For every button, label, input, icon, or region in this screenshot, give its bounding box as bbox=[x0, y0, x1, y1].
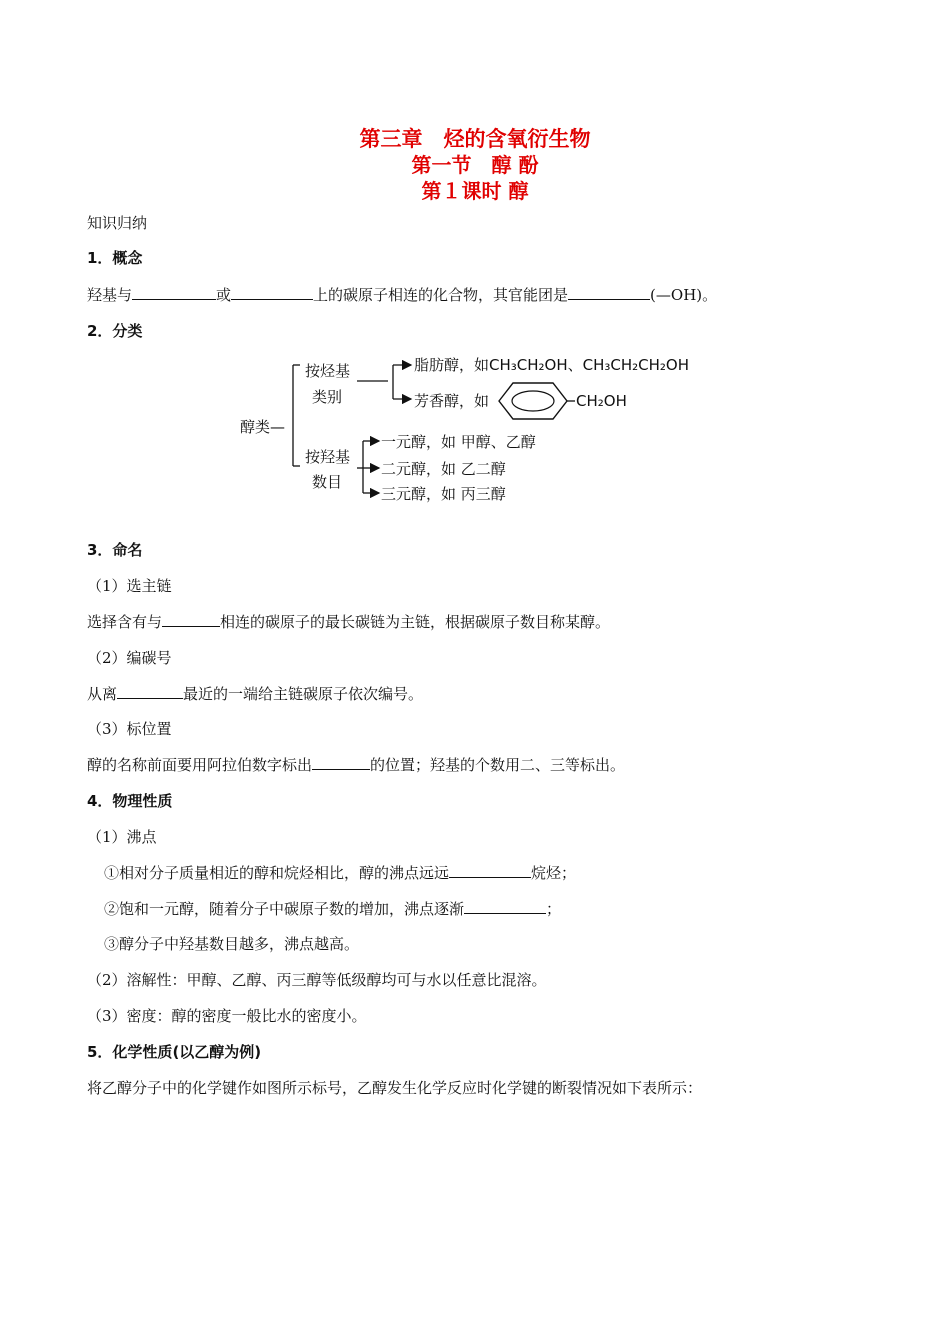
fill-blank[interactable] bbox=[117, 684, 183, 699]
step1-text-b: 相连的碳原子的最长碳链为主链，根据碳原子数目称某醇。 bbox=[220, 613, 611, 631]
heading-concept: 1．概念 bbox=[87, 249, 143, 267]
step3-text-b: 的位置；羟基的个数用二、三等标出。 bbox=[370, 756, 626, 774]
lesson-title: 第１课时 醇 bbox=[421, 179, 529, 203]
heading-physical-properties: 4．物理性质 bbox=[87, 792, 173, 810]
trihydric-alcohol-text: 三元醇，如 丙三醇 bbox=[381, 485, 506, 503]
boiling-point-item-1 bbox=[104, 863, 576, 883]
by-hydrocarbon-label-2: 类别 bbox=[312, 388, 343, 406]
naming-step-2: （2）编碳号 bbox=[87, 649, 172, 667]
section-title: 第一节 醇 酚 bbox=[411, 153, 539, 177]
boiling-point-item-2 bbox=[104, 899, 561, 919]
density-text: （3）密度：醇的密度一般比水的密度小。 bbox=[87, 1007, 367, 1025]
naming-step-1-text bbox=[87, 612, 610, 632]
bp2-text-a: ②饱和一元醇，随着分子中碳原子数的增加，沸点逐渐 bbox=[104, 900, 465, 918]
bp1-text-b: 烷烃； bbox=[531, 864, 577, 882]
fill-blank[interactable] bbox=[162, 612, 220, 627]
monohydric-alcohol-text: 一元醇，如 甲醇、乙醇 bbox=[381, 433, 536, 451]
concept-text-c: 上的碳原子相连的化合物，其官能团是 bbox=[313, 286, 569, 304]
boiling-point-label: （1）沸点 bbox=[87, 828, 157, 846]
fill-blank[interactable] bbox=[449, 863, 531, 878]
step2-text-b: 最近的一端给主链碳原子依次编号。 bbox=[183, 685, 424, 703]
by-hydroxyl-label-1: 按羟基 bbox=[305, 448, 351, 466]
dihydric-alcohol-text: 二元醇，如 乙二醇 bbox=[381, 460, 506, 478]
boiling-point-item-3: ③醇分子中羟基数目越多，沸点越高。 bbox=[104, 935, 360, 953]
by-hydroxyl-label-2: 数目 bbox=[312, 473, 343, 491]
concept-text-a: 羟基与 bbox=[87, 286, 133, 304]
heading-classification: 2．分类 bbox=[87, 322, 143, 340]
naming-step-2-text bbox=[87, 684, 423, 704]
naming-step-3-text bbox=[87, 755, 625, 775]
benzene-ring-icon bbox=[499, 383, 575, 419]
concept-text-b: 或 bbox=[216, 286, 232, 304]
chemical-properties-text: 将乙醇分子中的化学键作如图所示标号，乙醇发生化学反应时化学键的断裂情况如下表所示： bbox=[87, 1079, 703, 1097]
heading-chemical-properties: 5．化学性质(以乙醇为例) bbox=[87, 1043, 262, 1061]
naming-step-3: （3）标位置 bbox=[87, 720, 172, 738]
naming-step-1: （1）选主链 bbox=[87, 577, 172, 595]
chapter-title: 第三章 烃的含氧衍生物 bbox=[359, 127, 591, 151]
step1-text-a: 选择含有与 bbox=[87, 613, 163, 631]
aromatic-group-text: CH₂OH bbox=[576, 392, 627, 410]
bp2-text-b: ； bbox=[546, 900, 562, 918]
step2-text-a: 从离 bbox=[87, 685, 118, 703]
heading-naming: 3．命名 bbox=[87, 541, 143, 559]
bp1-text-a: ①相对分子质量相近的醇和烷烃相比，醇的沸点远远 bbox=[104, 864, 450, 882]
aromatic-alcohol-prefix: 芳香醇，如 bbox=[414, 392, 490, 410]
concept-text-d: (—OH)。 bbox=[650, 286, 718, 304]
by-hydrocarbon-label-1: 按烃基 bbox=[305, 362, 351, 380]
diagram-root-label: 醇类— bbox=[240, 418, 286, 436]
fill-blank[interactable] bbox=[312, 755, 370, 770]
solubility-text: （2）溶解性：甲醇、乙醇、丙三醇等低级醇均可与水以任意比混溶。 bbox=[87, 971, 547, 989]
aliphatic-alcohol-text: 脂肪醇，如CH₃CH₂OH、CH₃CH₂CH₂OH bbox=[414, 356, 690, 374]
step3-text-a: 醇的名称前面要用阿拉伯数字标出 bbox=[87, 756, 313, 774]
fill-blank[interactable] bbox=[464, 899, 546, 914]
intro-label: 知识归纳 bbox=[87, 214, 148, 232]
